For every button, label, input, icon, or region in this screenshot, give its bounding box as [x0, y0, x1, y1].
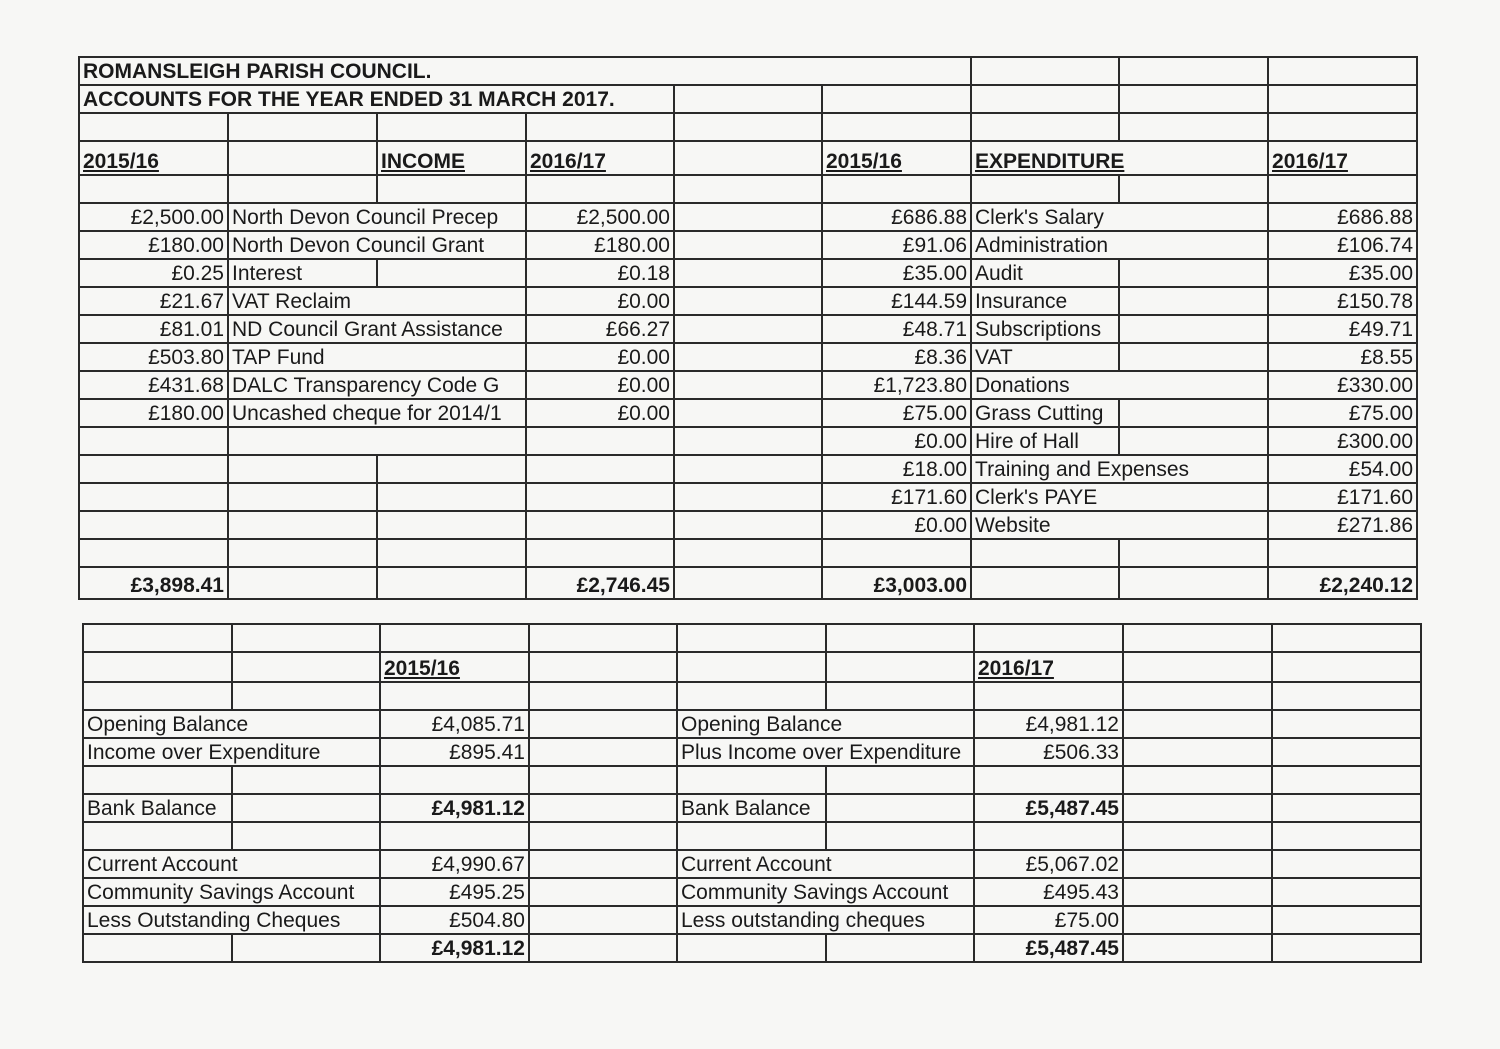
- expenditure-curr-year-header: 2016/17: [1268, 141, 1417, 175]
- table-row: £81.01 ND Council Grant Assistance £66.27 £48.71 Subscriptions £49.71: [79, 315, 1417, 343]
- accounts-title: ACCOUNTS FOR THE YEAR ENDED 31 MARCH 2017.: [79, 85, 674, 113]
- income-total-prev: £3,898.41: [79, 567, 228, 599]
- expenditure-header: EXPENDITURE: [971, 141, 1268, 175]
- table-row: £180.00 Uncashed cheque for 2014/1 £0.00 £75.00 Grass Cutting £75.00: [79, 399, 1417, 427]
- table-row: Community Savings Account £495.25 Community Savings Account £495.43: [83, 878, 1421, 906]
- table-row: £18.00 Training and Expenses £54.00: [79, 455, 1417, 483]
- totals-row: [79, 567, 1417, 599]
- table-row: £171.60 Clerk's PAYE £171.60: [79, 483, 1417, 511]
- table-row: Current Account £4,990.67 Current Account £5,067.02: [83, 850, 1421, 878]
- income-prev-year-header: 2015/16: [79, 141, 228, 175]
- income-total-curr: £2,746.45: [526, 567, 674, 599]
- expenditure-total-prev: £3,003.00: [822, 567, 971, 599]
- table-row: Less Outstanding Cheques £504.80 Less outstanding cheques £75.00: [83, 906, 1421, 934]
- table-row: [83, 934, 1421, 962]
- table-row: £0.25 Interest £0.18 £35.00 Audit £35.00: [79, 259, 1417, 287]
- table-row: £431.68 DALC Transparency Code G £0.00 £1,723.80 Donations £330.00: [79, 371, 1417, 399]
- balances-curr-heading: 2016/17: [974, 652, 1123, 682]
- balances-total-curr: £5,487.45: [974, 934, 1123, 962]
- income-curr-year-header: 2016/17: [526, 141, 674, 175]
- table-row: Opening Balance £4,085.71 Opening Balance £4,981.12: [83, 710, 1421, 738]
- table-row: Bank Balance £4,981.12 Bank Balance £5,487.45: [83, 794, 1421, 822]
- balances-total-prev: £4,981.12: [380, 934, 529, 962]
- income-header: INCOME: [377, 141, 526, 175]
- balances-table: [82, 623, 1422, 963]
- table-row: £180.00 North Devon Council Grant £180.00 £91.06 Administration £106.74: [79, 231, 1417, 259]
- table-row: £0.00 Hire of Hall £300.00: [79, 427, 1417, 455]
- bank-balance-curr: £5,487.45: [974, 794, 1123, 822]
- table-row: £0.00 Website £271.86: [79, 511, 1417, 539]
- table-row: Income over Expenditure £895.41 Plus Income over Expenditure £506.33: [83, 738, 1421, 766]
- expenditure-total-curr: £2,240.12: [1268, 567, 1417, 599]
- council-title: ROMANSLEIGH PARISH COUNCIL.: [79, 57, 971, 85]
- expenditure-prev-year-header: 2015/16: [822, 141, 971, 175]
- balances-prev-heading: 2015/16: [380, 652, 529, 682]
- table-row: £2,500.00 North Devon Council Precep £2,500.00 £686.88 Clerk's Salary £686.88: [79, 203, 1417, 231]
- income-expenditure-table: [78, 56, 1418, 600]
- table-row: £503.80 TAP Fund £0.00 £8.36 VAT £8.55: [79, 343, 1417, 371]
- table-row: £21.67 VAT Reclaim £0.00 £144.59 Insurance £150.78: [79, 287, 1417, 315]
- bank-balance-prev: £4,981.12: [380, 794, 529, 822]
